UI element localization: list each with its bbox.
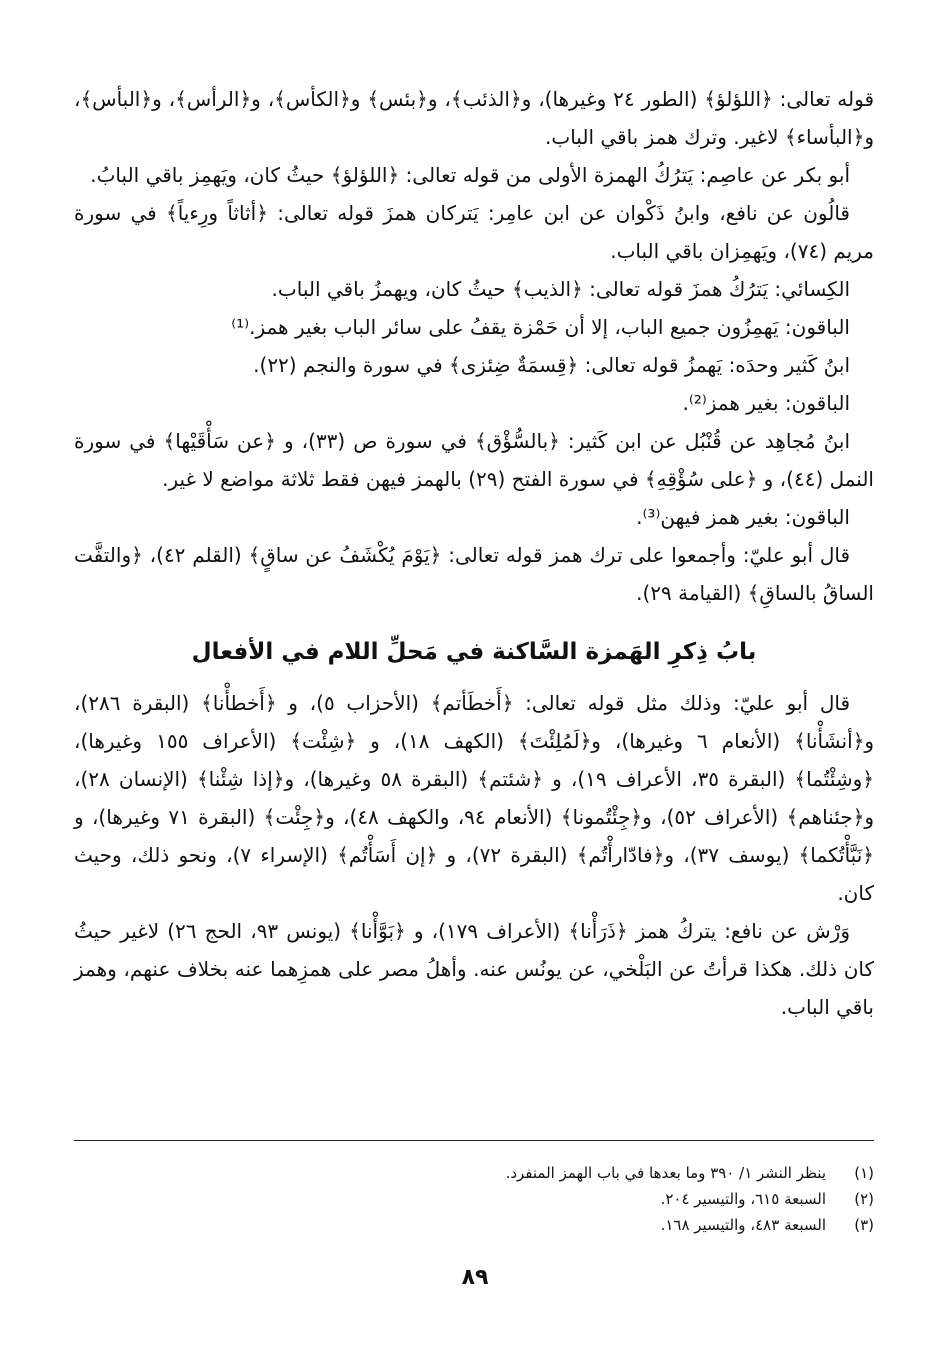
footnote-text: السبعة ٦١٥، والتيسير ٢٠٤. xyxy=(660,1190,826,1208)
section-heading: بابُ ذِكرِ الهَمزة السَّاكنة في مَحلِّ اللام في الأفعال xyxy=(191,639,757,665)
paragraph: الباقون: يَهمِزُون جميع الباب، إلا أن حَمْزة يقفُ على سائر الباب بغير همز.⁽¹⁾ xyxy=(231,315,850,339)
footnote-item xyxy=(74,1160,874,1186)
main-text xyxy=(74,80,874,1026)
footnote-number: (٢) xyxy=(854,1190,874,1208)
footnote-number: (١) xyxy=(854,1164,874,1182)
paragraph: وَرْش عن نافع: يتركُ همز ﴿ذَرَأْنا﴾ (الأعراف ١٧٩)، و ﴿بَوَّأْنا﴾ (يونس ٩٣، الحج ٢٦) لاغير حيثُ كان ذلك. هكذا قرأتُ عن البَلْخي، عن يونُس عنه. وأهلُ مصر على همزِهما عنه بخلاف عنهم، وهمز باقي الباب. xyxy=(74,919,874,1019)
page-number: ٨٩ xyxy=(461,1265,489,1290)
footnote-item xyxy=(74,1212,874,1238)
footnote-text: السبعة ٤٨٣، والتيسير ١٦٨. xyxy=(660,1216,826,1234)
paragraph: قال أبو عليّ: وذلك مثل قوله تعالى: ﴿أَخطَأتم﴾ (الأحزاب ٥)، و ﴿أَخطأْنا﴾ (البقرة ٢٨٦)، و﴿أنشَأْنا﴾ (الأنعام ٦ وغيرها)، و﴿لَمُلِئْتَ﴾ (الكهف ١٨)، و ﴿شِئْت﴾ (الأعراف ١٥٥ وغيرها)، ﴿وشِئْتُما﴾ (البقرة ٣٥، الأعراف ١٩)، و ﴿شئتم﴾ (البقرة ٥٨ وغيرها)، و﴿إذا شِئْنا﴾ (الإنسان ٢٨)، و﴿جئناهم﴾ (الأعراف ٥٢)، و﴿جِئْتُمونا﴾ (الأنعام ٩٤، والكهف ٤٨)، و﴿جِئْت﴾ (البقرة ٧١ وغيرها)، و ﴿نَبَّأْتُكما﴾ (يوسف ٣٧)، و﴿فادّارأْتُم﴾ (البقرة ٧٢)، و ﴿إن أَسَأْتُم﴾ (الإسراء ٧)، ونحو ذلك، وحيث كان. xyxy=(74,691,875,905)
paragraph: الكِسائي: يَترُكُ همزَ قوله تعالى: ﴿الذيب﴾ حيثُ كان، ويهمزُ باقي الباب. xyxy=(271,277,850,301)
footnote-number: (٣) xyxy=(854,1216,874,1234)
paragraph: ابنُ مُجاهِد عن قُنْبُل عن ابن كَثير: ﴿بالسُّؤْق﴾ في سورة ص (٣٣)، و ﴿عن سَأْقَيْها﴾ في سورة النمل (٤٤)، و ﴿على سُؤْقِهِ﴾ في سورة الفتح (٢٩) بالهمز فيهن فقط ثلاثة مواضع لا غير. xyxy=(74,429,874,491)
footnotes xyxy=(74,1160,874,1238)
paragraph: قال أبو عليّ: وأجمعوا على ترك همز قوله تعالى: ﴿يَوْمَ يُكْشَفُ عن ساقٍ﴾ (القلم ٤٢)، ﴿والتفَّت الساقُ بالساقِ﴾ (القيامة ٢٩). xyxy=(74,543,874,605)
paragraph: قوله تعالى: ﴿اللؤلؤ﴾ (الطور ٢٤ وغيرها)، و﴿الذئب﴾، و﴿بئس﴾ و﴿الكأس﴾، و﴿الرأس﴾، و﴿البأس﴾، و﴿البأساء﴾ لاغير. وترك همز باقي الباب. xyxy=(74,87,875,149)
footnote-text: ينظر النشر ١/ ٣٩٠ وما بعدها في باب الهمز المنفرد. xyxy=(505,1164,826,1182)
paragraph: الباقون: بغير همز فيهن⁽³⁾. xyxy=(636,505,850,529)
footnote-divider xyxy=(74,1140,874,1141)
paragraph: ابنُ كَثير وحدَه: يَهمزُ قوله تعالى: ﴿قِسمَةٌ ضِئزى﴾ في سورة والنجم (٢٢). xyxy=(253,353,850,377)
footnote-item xyxy=(74,1186,874,1212)
paragraph: أبو بكر عن عاصِم: يَترُكُ الهمزة الأولى من قوله تعالى: ﴿اللؤلؤ﴾ حيثُ كان، ويَهمِز باقي البابُ. xyxy=(90,163,850,187)
paragraph: الباقون: بغير همز⁽²⁾. xyxy=(682,391,850,415)
paragraph: قالُون عن نافع، وابنُ ذَكْوان عن ابن عامِر: يَتركان همزَ قوله تعالى: ﴿أثاثاً ورِءياً﴾ في سورة مريم (٧٤)، ويَهمِزان باقي الباب. xyxy=(74,201,874,263)
